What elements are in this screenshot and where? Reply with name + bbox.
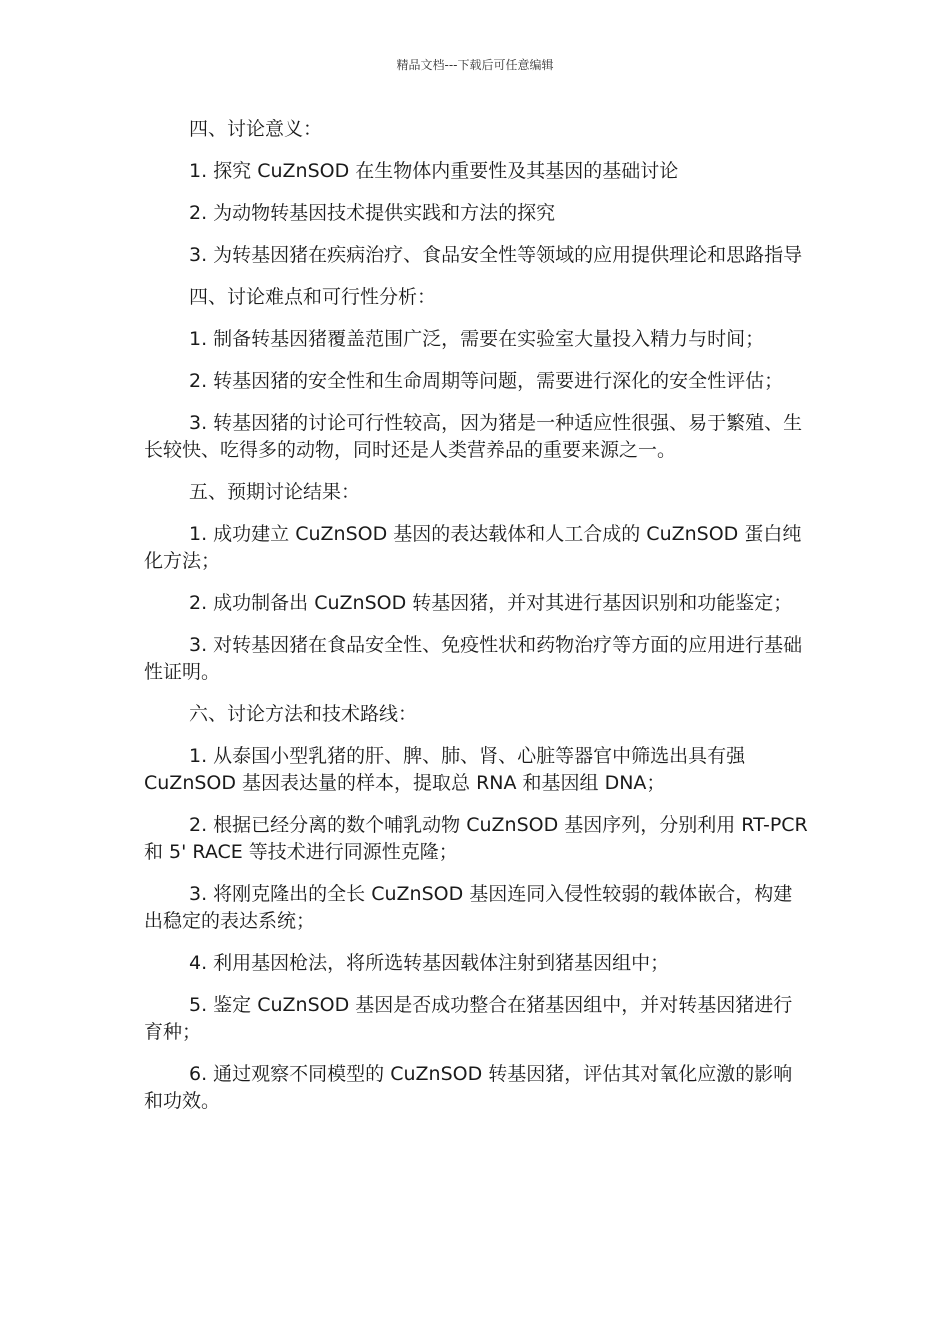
list-item: 1. 从泰国小型乳猪的肝、脾、肺、肾、心脏等器官中筛选出具有强 CuZnSOD 基因表达量的样本，提取总 RNA 和基因组 DNA； bbox=[144, 745, 746, 794]
list-item: 3. 将刚克隆出的全长 CuZnSOD 基因连同入侵性较弱的载体嵌合，构建出稳定的表达系统； bbox=[144, 883, 793, 932]
section-heading-difficulties: 四、讨论难点和可行性分析： bbox=[189, 286, 437, 308]
section-heading-significance: 四、讨论意义： bbox=[189, 118, 323, 140]
list-item: 5. 鉴定 CuZnSOD 基因是否成功整合在猪基因组中，并对转基因猪进行育种； bbox=[144, 994, 793, 1043]
list-item: 2. 成功制备出 CuZnSOD 转基因猪，并对其进行基因识别和功能鉴定； bbox=[189, 592, 793, 614]
section-heading-expected-results: 五、预期讨论结果： bbox=[189, 481, 361, 503]
list-item: 2. 转基因猪的安全性和生命周期等问题，需要进行深化的安全性评估； bbox=[189, 370, 784, 392]
section-heading-methods: 六、讨论方法和技术路线： bbox=[189, 703, 418, 725]
list-item: 2. 根据已经分离的数个哺乳动物 CuZnSOD 基因序列，分别利用 RT-PCR 和 5' RACE 等技术进行同源性克隆； bbox=[144, 814, 808, 863]
document-body bbox=[144, 116, 808, 1130]
list-item: 2. 为动物转基因技术提供实践和方法的探究 bbox=[189, 202, 556, 224]
list-item: 3. 对转基因猪在食品安全性、免疫性状和药物治疗等方面的应用进行基础性证明。 bbox=[144, 634, 803, 683]
list-item: 3. 转基因猪的讨论可行性较高，因为猪是一种适应性很强、易于繁殖、生长较快、吃得多的动物，同时还是人类营养品的重要来源之一。 bbox=[144, 412, 803, 461]
page-header: 精品文档---下载后可任意编辑 bbox=[396, 58, 554, 72]
list-item: 4. 利用基因枪法，将所选转基因载体注射到猪基因组中； bbox=[189, 952, 670, 974]
list-item: 1. 成功建立 CuZnSOD 基因的表达载体和人工合成的 CuZnSOD 蛋白纯化方法； bbox=[144, 523, 802, 572]
list-item: 1. 制备转基因猪覆盖范围广泛，需要在实验室大量投入精力与时间； bbox=[189, 328, 765, 350]
list-item: 6. 通过观察不同模型的 CuZnSOD 转基因猪，评估其对氧化应激的影响和功效。 bbox=[144, 1063, 793, 1112]
list-item: 1. 探究 CuZnSOD 在生物体内重要性及其基因的基础讨论 bbox=[189, 160, 679, 182]
list-item: 3. 为转基因猪在疾病治疗、食品安全性等领域的应用提供理论和思路指导 bbox=[189, 244, 803, 266]
